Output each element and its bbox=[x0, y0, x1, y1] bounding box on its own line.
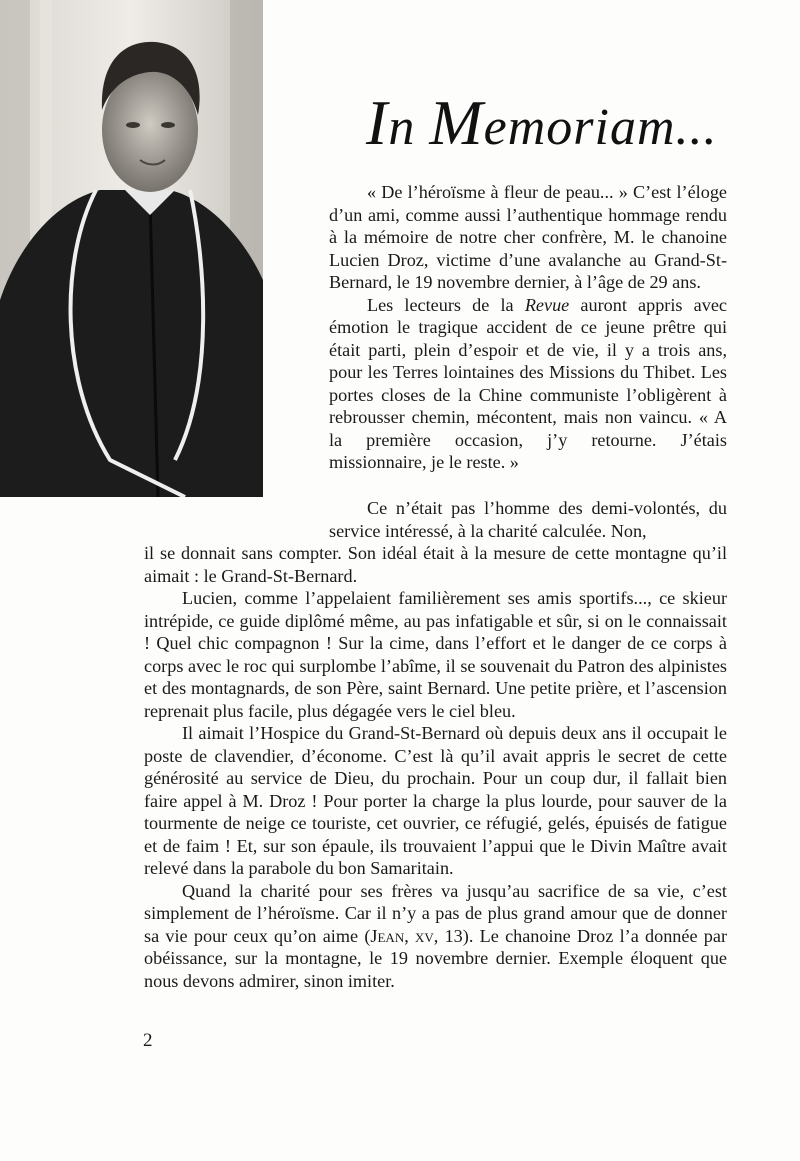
page-title: In Memoriam... bbox=[366, 87, 718, 158]
paragraph-5: Il aimait l’Hospice du Grand-St-Bernard où depuis deux ans il occupait le poste de clavendier, d’économe. C’est là qu’il avait appris le secret de cette générosité au service de Dieu, du prochain. Pour un coup dur, il fallait bien faire appel à M. Droz ! Pour porter la charge la plus lourde, pour sauver de la tourmente de neige ce touriste, cet ouvrier, ce réfugié, gelés, épuisés de fatigue et de faim ! Et, sur son épaule, ils trouvaient l’appui que le Divin Maître avait relevé dans la parabole du bon Samaritain. bbox=[144, 723, 727, 878]
paragraph-6: Quand la charité pour ses frères va jusqu’au sacrifice de sa vie, c’est simplement de l’héroïsme. Car il n’y a pas de plus grand amour que de donner sa vie pour ceux qu’on aime (Jean, xv, 13). Le chanoine Droz l’a donnée par obéissance, sur la montagne, le 19 novembre dernier. Exemple éloquent que nous devons admirer, sinon imiter. bbox=[144, 880, 728, 991]
article-column-full bbox=[144, 497, 727, 992]
page-number: 2 bbox=[143, 1030, 153, 1051]
portrait-photo bbox=[0, 0, 263, 497]
article-column-top bbox=[329, 181, 727, 474]
paragraph-4: Lucien, comme l’appelaient familièrement ses amis sportifs..., ce skieur intrépide, ce guide diplômé même, au pas infatigable et sûr, si on le connaissait ! Quel chic compagnon ! Sur la cime, dans l’effort et le danger de ce corps à corps avec le roc qui surplombe l’abîme, il se souvenait du Patron des alpinistes et des montagnards, de son Père, saint Bernard. Une petite prière, et l’ascension reprenait plus facile, plus dégagée vers le ciel bleu. bbox=[144, 588, 727, 721]
paragraph-2: Les lecteurs de la Revue auront appris avec émotion le tragique accident de ce jeune prêtre qui était parti, plein d’espoir et de vie, il y a trois ans, pour les Terres lointaines des Missions du Thibet. Les portes closes de la Chine communiste l’obligèrent à rebrousser chemin, mécontent, mais non vaincu. « A la première occasion, j’y retourne. J’étais missionnaire, je le reste. » bbox=[329, 294, 727, 472]
paragraph-3: Ce n’était pas l’homme des demi-volontés, du service intéressé, à la charité calculée. Non, il se donnait sans compter. Son idéal était à la mesure de cette montagne qu’il aimait : le Grand-St-Bernard. bbox=[144, 498, 727, 586]
paragraph-1: « De l’héroïsme à fleur de peau... » C’est l’éloge d’un ami, comme aussi l’authentique hommage rendu à la mémoire de notre cher confrère, M. le chanoine Lucien Droz, victime d’une avalanche au Grand-St-Bernard, le 19 novembre dernier, à l’âge de 29 ans. bbox=[329, 182, 727, 292]
